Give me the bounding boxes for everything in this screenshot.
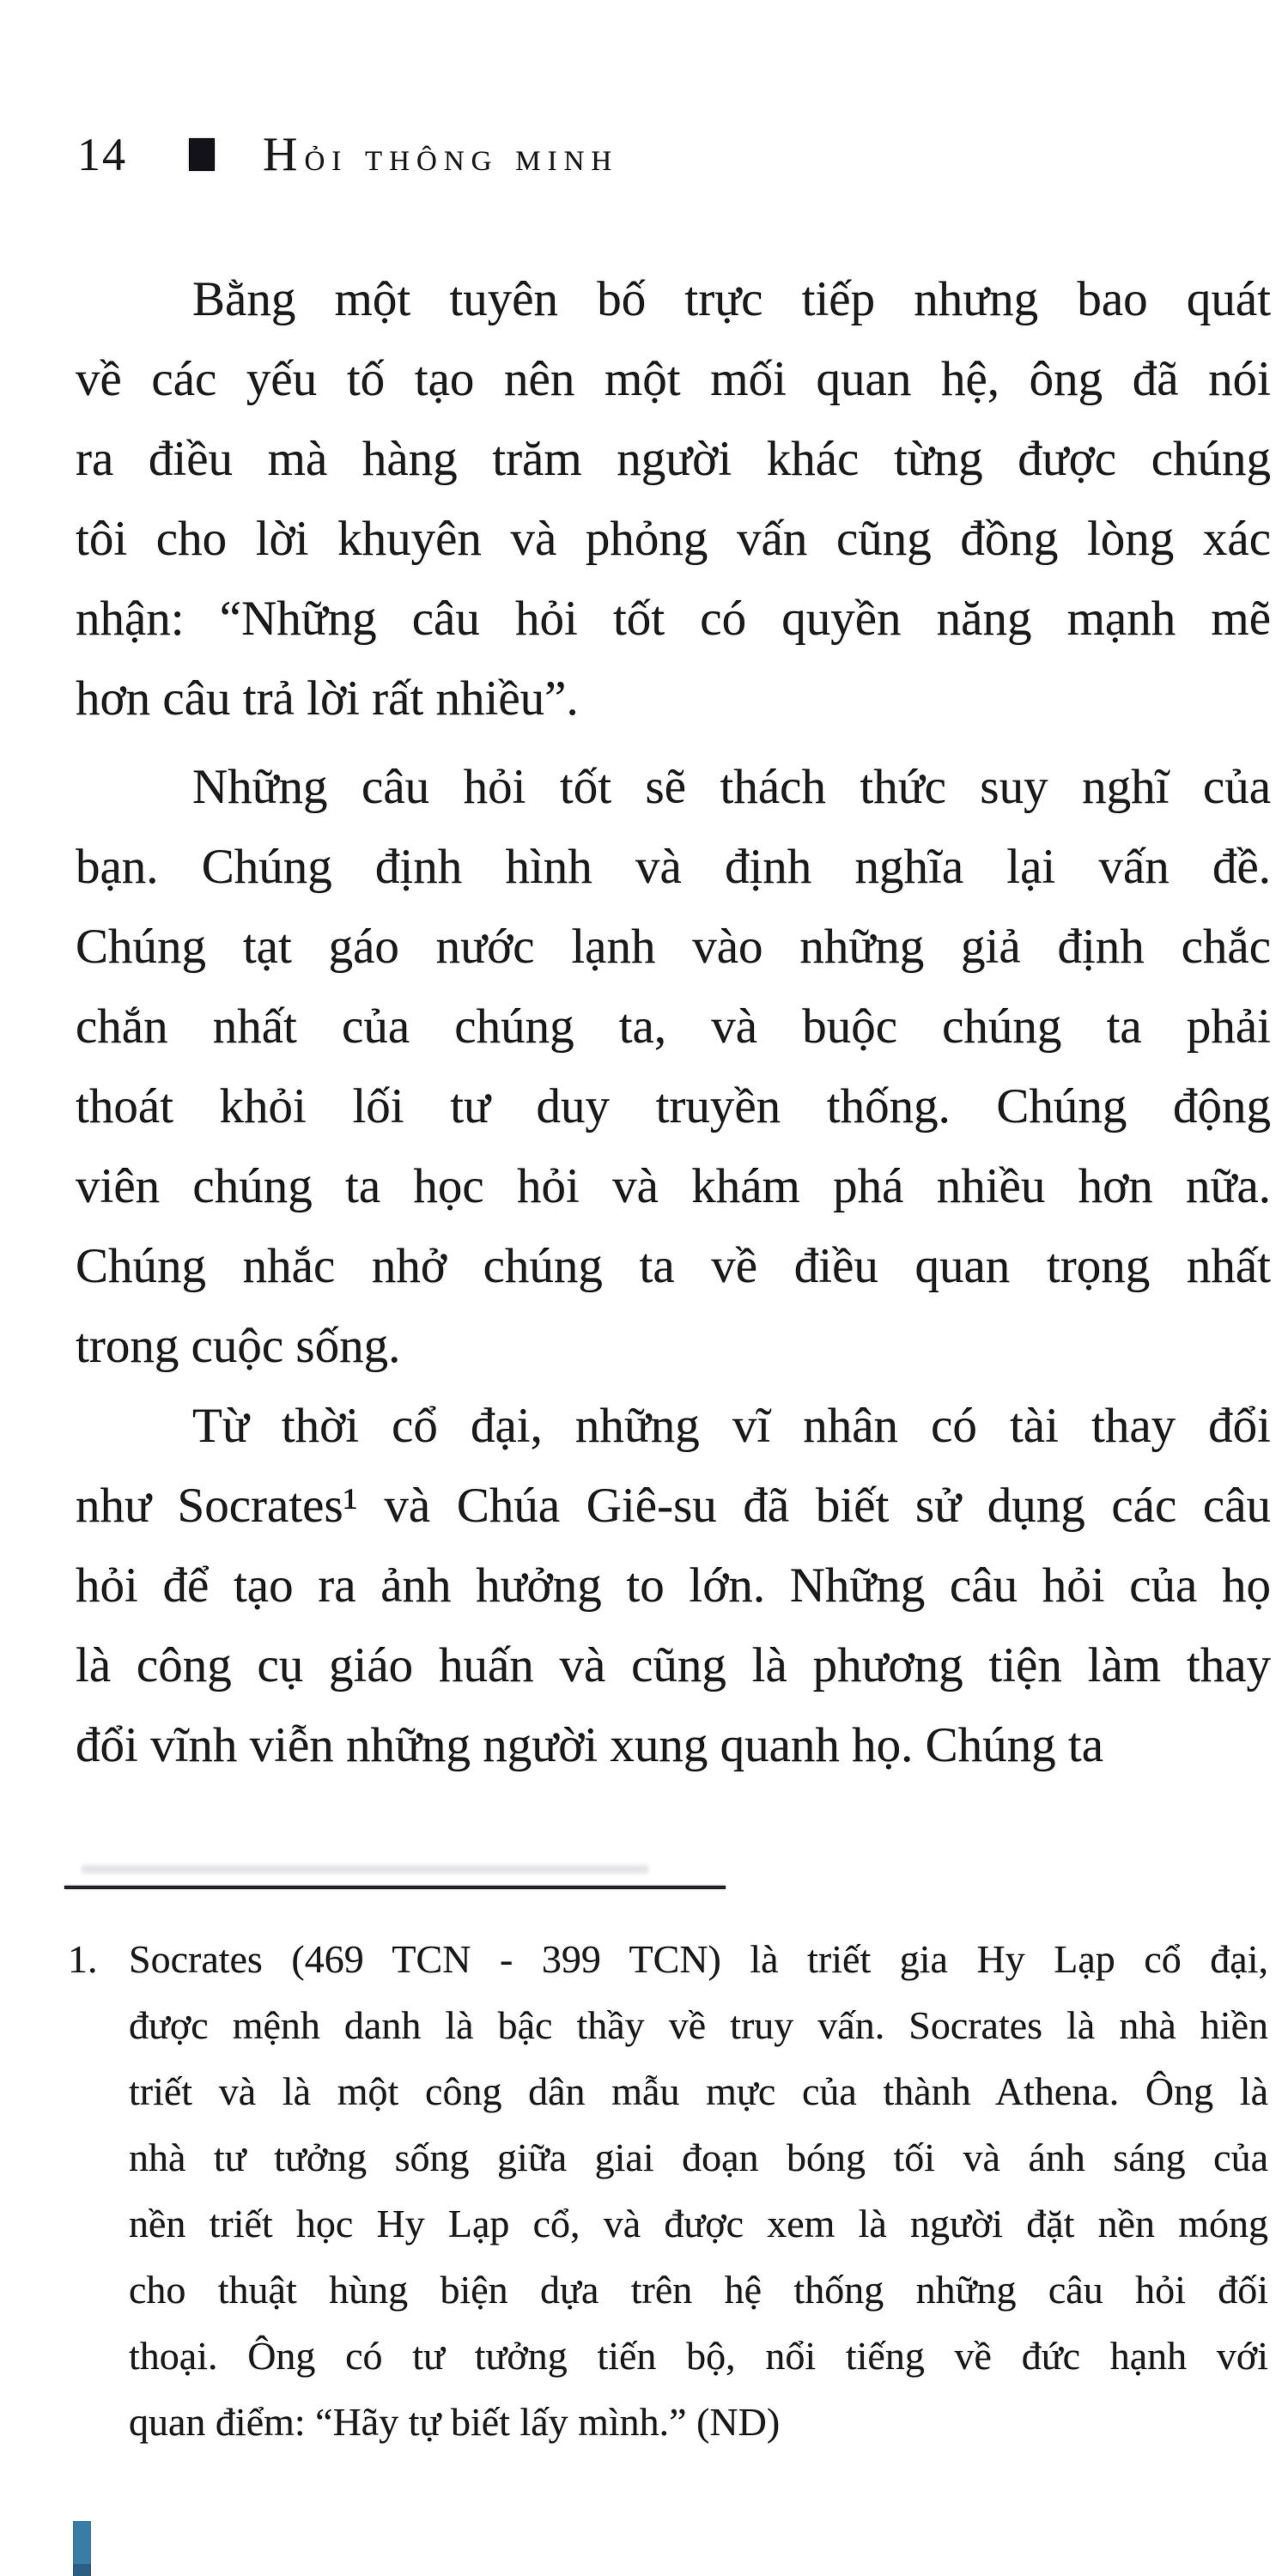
separator-ghost — [82, 1865, 648, 1874]
footnote — [68, 1926, 1268, 2455]
text-line: Từ thời cổ đại, những vĩ nhân có tài thay đổi — [192, 1399, 1271, 1453]
footnote-continuation — [129, 1992, 1268, 2455]
text-line: Chúng nhắc nhở chúng ta về điều quan trọng nhất — [76, 1239, 1271, 1293]
footnote-line: quan điểm: “Hãy tự biết lấy mình.” (ND) — [129, 2400, 781, 2444]
text-line: ra điều mà hàng trăm người khác từng được chúng — [76, 432, 1271, 486]
text-line: trong cuộc sống. — [76, 1319, 401, 1373]
page-header — [77, 127, 618, 182]
text-line: về các yếu tố tạo nên một mối quan hệ, ông đã nói — [76, 352, 1271, 406]
text-line: viên chúng ta học hỏi và khám phá nhiều hơn nữa. — [76, 1159, 1271, 1213]
text-line: Bằng một tuyên bố trực tiếp nhưng bao quát — [192, 272, 1271, 326]
paragraph — [76, 259, 1271, 738]
text-line: Những câu hỏi tốt sẽ thách thức suy nghĩ của — [192, 760, 1271, 814]
footnote-line: được mệnh danh là bậc thầy về truy vấn. Socrates là nhà hiền — [129, 2003, 1268, 2047]
text-line: thoát khỏi lối tư duy truyền thống. Chúng động — [76, 1079, 1271, 1133]
book-title: Hỏi thông minh — [263, 128, 619, 181]
footnote-line: thoại. Ông có tư tưởng tiến bộ, nổi tiếng về đức hạnh với — [129, 2334, 1268, 2378]
text-line: hỏi để tạo ra ảnh hưởng to lớn. Những câu hỏi của họ — [76, 1558, 1271, 1613]
footnote-first-row — [68, 1926, 1268, 1992]
header-square-icon — [189, 138, 215, 171]
text-line: Chúng tạt gáo nước lạnh vào những giả định chắc — [76, 920, 1271, 974]
footnote-separator-line — [64, 1886, 726, 1889]
text-line: tôi cho lời khuyên và phỏng vấn cũng đồng lòng xác — [76, 512, 1271, 566]
footnote-line: nền triết học Hy Lạp cổ, và được xem là người đặt nền móng — [129, 2202, 1268, 2245]
text-line: như Socrates¹ và Chúa Giê-su đã biết sử dụng các câu — [76, 1479, 1271, 1533]
text-line: chắn nhất của chúng ta, và buộc chúng ta phải — [76, 999, 1271, 1054]
footnote-line: Socrates (469 TCN - 399 TCN) là triết gia Hy Lạp cổ đại, — [129, 1937, 1268, 1981]
scan-artifact-mark — [73, 2521, 91, 2576]
text-line: nhận: “Những câu hỏi tốt có quyền năng mạnh mẽ — [76, 592, 1271, 646]
body-text — [76, 259, 1271, 1785]
text-line: là công cụ giáo huấn và cũng là phương tiện làm thay — [76, 1638, 1271, 1692]
footnote-line: triết và là một công dân mẫu mực của thành Athena. Ông là — [129, 2069, 1268, 2113]
text-line: đổi vĩnh viễn những người xung quanh họ. Chúng ta — [76, 1718, 1104, 1772]
paragraph — [76, 1386, 1271, 1785]
footnote-line: cho thuật hùng biện dựa trên hệ thống những câu hỏi đối — [129, 2268, 1268, 2312]
paragraph — [76, 747, 1271, 1386]
page-number: 14 — [77, 129, 127, 180]
text-line: bạn. Chúng định hình và định nghĩa lại vấn đề. — [76, 840, 1271, 894]
footnote-line: nhà tư tưởng sống giữa giai đoạn bóng tối và ánh sáng của — [129, 2136, 1268, 2179]
footnote-marker: 1. — [68, 1937, 98, 1981]
text-line: hơn câu trả lời rất nhiều”. — [76, 671, 579, 726]
